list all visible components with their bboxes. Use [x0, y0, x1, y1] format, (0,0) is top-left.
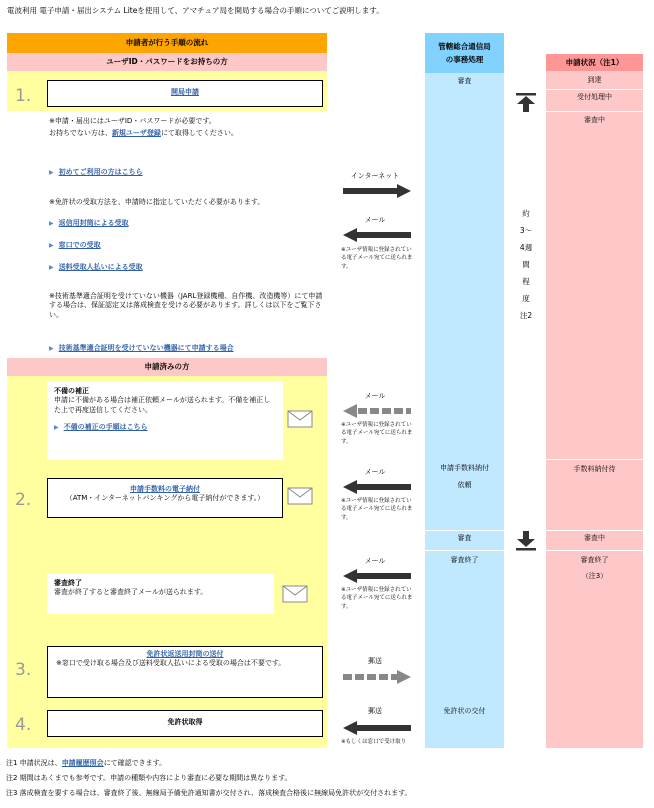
mail-label: メール [364, 468, 386, 476]
office-fee-notice-2: 依頼 [457, 481, 472, 489]
window-note: ※もしくは窓口で受け取り [341, 739, 407, 745]
footnote-1-suffix: にて確認できます。 [103, 759, 167, 767]
open-station-box [47, 80, 323, 107]
post-label: 郵送 [368, 707, 382, 715]
userid-note: ※申請・届出にはユーザID・パスワードが必要です。 [49, 117, 216, 125]
applicant-lane-header: 申請者が行う手順の流れ [7, 33, 327, 53]
internet-label: インターネット [350, 172, 400, 180]
first-time-link[interactable]: 初めてご利用の方はこちら [58, 168, 143, 176]
return-envelope-link[interactable]: 返信用封筒による受取 [58, 219, 129, 227]
office-divider [425, 550, 504, 551]
deficiency-procedure-link[interactable]: 不備の補正の手順はこちら [63, 423, 148, 432]
footnote-1-prefix: 注1 申請状況は、 [6, 759, 62, 767]
right-arrow-icon [343, 184, 411, 198]
fee-payment-box [47, 478, 283, 518]
mail-note: ※ユーザ情報に登録されている電子メール宛てに送られます。 [341, 498, 413, 521]
cash-on-delivery-link[interactable]: 送料受取人払いによる受取 [58, 263, 143, 271]
step-number-4: 4. [15, 715, 32, 735]
register-note-suffix: にて取得してください。 [160, 129, 238, 137]
tech-standard-link[interactable]: 技術基準適合証明を受けていない機器にて申請する場合 [58, 344, 234, 352]
triangle-bullet-icon: ▶ [49, 169, 54, 176]
review-end-title: 審査終了 [54, 579, 82, 587]
status-lane [546, 71, 643, 748]
step-number-1: 1. [15, 86, 32, 106]
review-end-text: 審査が終了すると審査終了メールが送られます。 [54, 588, 208, 597]
status-arrived: 到達 [587, 76, 602, 84]
mail-note: ※ユーザ情報に登録されている電子メール宛てに送られます。 [341, 247, 413, 270]
office-review-end: 審査終了 [450, 556, 479, 564]
applied-band: 申請済みの方 [7, 358, 327, 376]
status-fee-wait: 手数料納付待 [573, 465, 616, 473]
status-reviewing: 審査中 [584, 116, 605, 124]
new-user-register-link[interactable]: 新規ユーザ登録 [111, 129, 161, 137]
left-arrow-icon [343, 721, 411, 735]
status-review-end-note: （注3） [581, 572, 608, 580]
duration-text: 約3〜4週間程度注2 [519, 209, 533, 320]
tech-standard-note: ※技術基準適合証明を受けていない機器（JARL登録機種、自作機、改造機等）にて申請する場合は、保証認定又は落成検査を受ける必要があります。詳しくは以下をご覧下さい。 [49, 292, 323, 319]
application-history-link[interactable]: 申請履歴照会 [61, 759, 104, 767]
tech-standard-item [49, 344, 234, 353]
status-reviewing2: 審査中 [584, 534, 605, 542]
office-fee-notice-1: 申請手数料納付 [440, 464, 489, 472]
status-review-end: 審査終了 [580, 556, 609, 564]
left-arrow-icon [343, 480, 411, 494]
office-review2: 審査 [457, 534, 472, 542]
fee-payment-text: （ATM・インターネットバンキングから電子納付ができます。） [65, 494, 265, 503]
left-arrow-icon [343, 569, 411, 583]
deficiency-box [47, 382, 283, 460]
status-divider [546, 550, 643, 551]
mail-label: メール [364, 557, 386, 565]
status-processing: 受付処理中 [577, 93, 612, 101]
mail-note: ※ユーザ情報に登録されている電子メール宛てに送られます。 [341, 422, 413, 445]
mail-label: メール [364, 392, 386, 400]
mail-icon [287, 410, 313, 428]
return-envelope-send-link[interactable]: 免許状返送用封筒の送付 [146, 650, 224, 658]
status-divider [546, 111, 643, 112]
office-lane [425, 73, 504, 748]
mail-icon [287, 487, 313, 505]
dashed-left-arrow-icon [343, 404, 411, 418]
status-divider [546, 530, 643, 531]
register-note-prefix: お持ちでない方は、 [49, 129, 112, 137]
receive-item [49, 263, 143, 272]
envelope-text: ※窓口で受け取る場合及び送料受取人払いによる受取の場合は不要です。 [56, 659, 286, 668]
down-arrow-icon [515, 531, 537, 551]
receive-item [49, 241, 101, 250]
fee-payment-link[interactable]: 申請手数料の電子納付 [130, 485, 200, 493]
license-acquire-box: 免許状取得 [47, 710, 323, 737]
triangle-bullet-icon: ▶ [49, 345, 54, 352]
office-license-issue: 免許状の交付 [443, 707, 486, 715]
review-end-box [47, 574, 274, 614]
up-arrow-icon [515, 93, 537, 113]
envelope-box [47, 646, 323, 698]
mail-note: ※ユーザ情報に登録されている電子メール宛てに送られます。 [341, 587, 413, 610]
office-header-line2: の事務処理 [445, 55, 484, 64]
post-label: 郵送 [368, 657, 382, 665]
triangle-bullet-icon: ▶ [49, 220, 54, 227]
deficiency-text: 申請に不備がある場合は補正依頼メールが送られます。不備を補正した上で再度送信してください。 [54, 396, 271, 414]
triangle-bullet-icon: ▶ [54, 424, 59, 432]
footnote-2: 注2 期間はあくまでも参考です。申請の種類や内容により審査に必要な期間は異なります。 [6, 774, 292, 782]
office-header-line1: 管轄総合通信局 [438, 42, 491, 51]
receive-item [49, 219, 129, 228]
window-pickup-link[interactable]: 窓口での受取 [58, 241, 101, 249]
open-station-link[interactable]: 開局申請 [171, 88, 199, 96]
status-divider [546, 459, 643, 460]
office-lane-header [425, 33, 504, 73]
status-divider [546, 89, 643, 90]
deficiency-title: 不備の補正 [54, 387, 89, 395]
register-note [49, 129, 238, 138]
footnote-3: 注3 落成検査を要する場合は、審査終了後、無線局予備免許通知書が交付され、落成検査合格後に無線局免許状が交付されます。 [6, 789, 412, 797]
left-arrow-icon [343, 228, 411, 242]
triangle-bullet-icon: ▶ [49, 242, 54, 249]
account-holder-band: ユーザID・パスワードをお持ちの方 [7, 53, 327, 71]
receive-method-note: ※免許状の受取方法を、申請時に指定していただく必要があります。 [49, 198, 265, 206]
mail-icon [282, 585, 308, 603]
status-lane-header: 申請状況（注1） [546, 54, 643, 71]
dashed-right-arrow-icon [343, 670, 411, 684]
triangle-bullet-icon: ▶ [49, 264, 54, 271]
first-time-item [49, 168, 143, 177]
office-divider [425, 530, 504, 531]
step-number-2: 2. [15, 490, 32, 510]
office-review: 審査 [457, 77, 472, 85]
footnote-1 [6, 759, 166, 768]
step-number-3: 3. [15, 660, 32, 680]
mail-label: メール [364, 216, 386, 224]
intro-text: 電波利用 電子申請・届出システム Liteを使用して、アマチュア局を開局する場合の手順についてご説明します。 [7, 6, 384, 15]
